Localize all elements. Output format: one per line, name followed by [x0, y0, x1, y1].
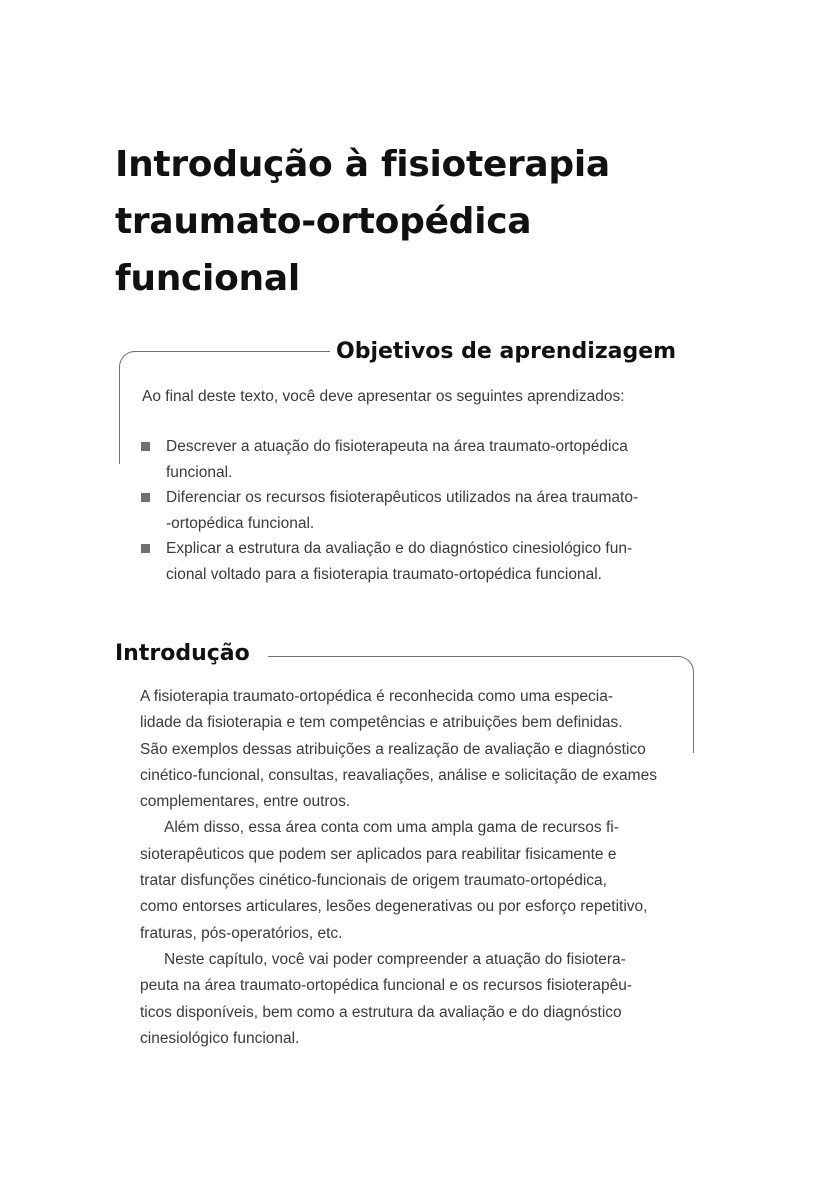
body-line: lidade da fisioterapia e tem competências e atribuições bem definidas. — [140, 714, 623, 732]
objective-item — [141, 434, 681, 485]
square-bullet-icon — [141, 442, 150, 451]
objective-item — [141, 536, 681, 587]
introduction-body — [140, 684, 680, 1052]
chapter-title — [115, 136, 715, 307]
objective-line: Diferenciar os recursos fisioterapêuticos utilizados na área traumato- — [166, 489, 639, 506]
body-paragraph — [140, 947, 680, 1052]
objective-line: -ortopédica funcional. — [166, 514, 315, 532]
body-paragraph — [140, 815, 680, 946]
square-bullet-icon — [141, 544, 150, 553]
objective-item — [141, 485, 681, 536]
objectives-intro: Ao final deste texto, você deve apresentar os seguintes aprendizados: — [142, 388, 625, 405]
body-line: sioterapêuticos que podem ser aplicados para reabilitar fisicamente e — [140, 845, 617, 863]
body-paragraph — [140, 684, 680, 815]
body-line: Neste capítulo, você vai poder compreender a atuação do fisiotera- — [164, 950, 626, 968]
objective-line: Descrever a atuação do fisioterapeuta na área traumato-ortopédica — [166, 438, 628, 455]
chapter-title-line: Introdução à fisioterapia — [115, 144, 610, 185]
body-line: ticos disponíveis, bem como a estrutura da avaliação e do diagnóstico — [140, 1003, 622, 1021]
body-line: como entorses articulares, lesões degenerativas ou por esforço repetitivo, — [140, 898, 648, 916]
body-line: A fisioterapia traumato-ortopédica é reconhecida como uma especia- — [140, 688, 614, 705]
square-bullet-icon — [141, 493, 150, 502]
body-line: São exemplos dessas atribuições a realização de avaliação e diagnóstico — [140, 740, 646, 758]
body-line: fraturas, pós-operatórios, etc. — [140, 924, 343, 942]
body-line: tratar disfunções cinético-funcionais de origem traumato-ortopédica, — [140, 872, 607, 890]
body-line: cinético-funcional, consultas, reavaliações, análise e solicitação de exames — [140, 766, 657, 784]
objectives-list — [141, 434, 681, 587]
objectives-heading: Objetivos de aprendizagem — [336, 339, 677, 364]
body-line: Além disso, essa área conta com uma ampla gama de recursos fi- — [164, 819, 619, 837]
objective-line: Explicar a estrutura da avaliação e do diagnóstico cinesiológico fun- — [166, 540, 633, 557]
introduction-heading: Introdução — [115, 641, 250, 666]
chapter-title-line: funcional — [115, 258, 300, 299]
body-line: cinesiológico funcional. — [140, 1029, 300, 1047]
objective-line: funcional. — [166, 463, 233, 481]
objective-line: cional voltado para a fisioterapia traumato-ortopédica funcional. — [166, 565, 602, 583]
body-line: peuta na área traumato-ortopédica funcional e os recursos fisioterapêu- — [140, 977, 632, 995]
body-line: complementares, entre outros. — [140, 793, 351, 811]
chapter-title-line: traumato-ortopédica — [115, 201, 532, 242]
